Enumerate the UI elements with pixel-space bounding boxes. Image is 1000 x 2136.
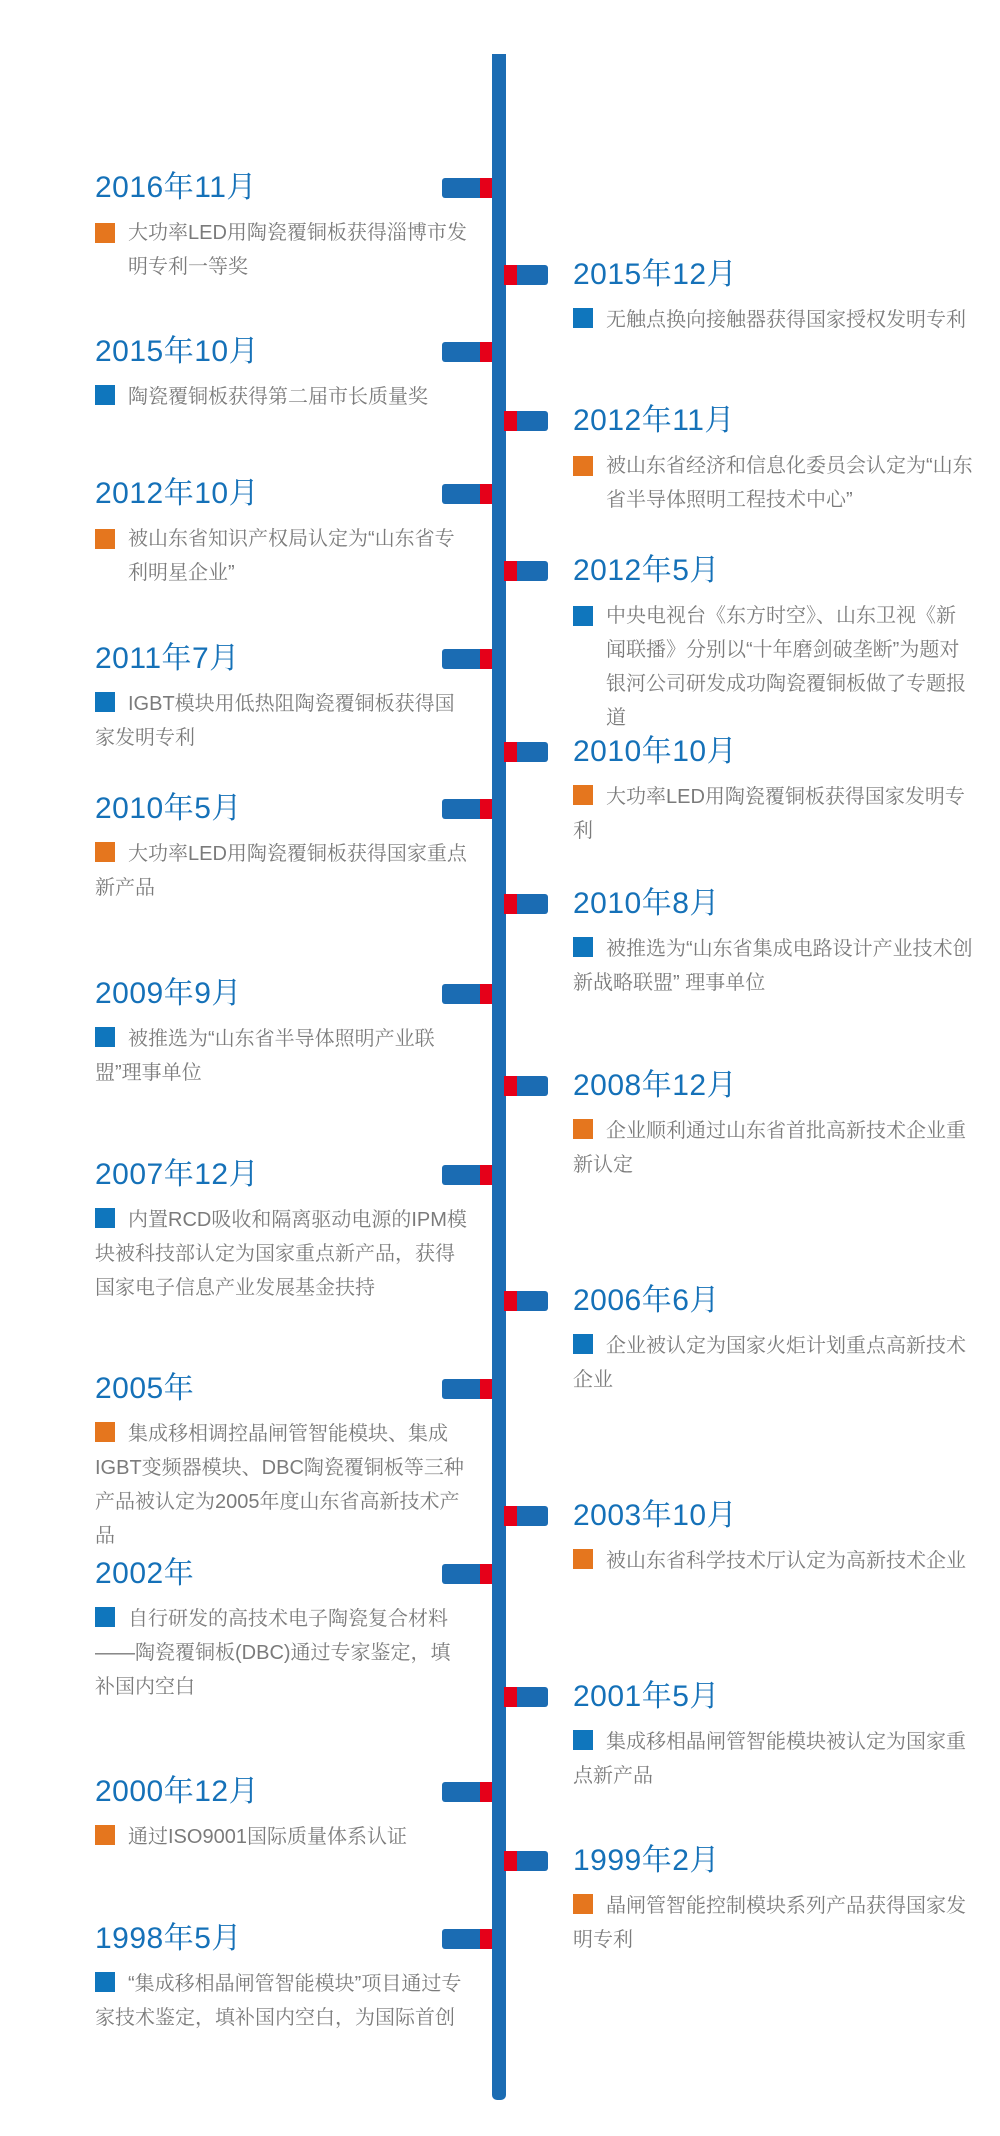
timeline-item [95, 972, 467, 1090]
item-description [95, 1602, 467, 1704]
connector-bar-icon [442, 984, 480, 1004]
item-date: 2010年5月 [95, 792, 242, 825]
item-date: 2008年12月 [573, 1069, 738, 1102]
timeline-item [573, 882, 973, 1000]
connector-red-marker-icon [504, 1851, 517, 1871]
timeline-connector [442, 1564, 492, 1584]
connector-bar-icon [442, 1165, 480, 1185]
item-text: 陶瓷覆铜板获得第二届市长质量奖 [128, 386, 428, 408]
bullet-square-icon [95, 1027, 115, 1047]
bullet-square-icon [95, 223, 115, 243]
bullet-square-icon [95, 1422, 115, 1442]
timeline-item [95, 787, 467, 905]
connector-bar-icon [442, 1929, 480, 1949]
timeline-item [573, 549, 973, 735]
connector-red-marker-icon [504, 1506, 517, 1526]
item-date: 2003年10月 [573, 1499, 738, 1532]
connector-bar-icon [517, 742, 548, 762]
item-text: 集成移相晶闸管智能模块被认定为国家重点新产品 [573, 1731, 966, 1787]
connector-bar-icon [442, 484, 480, 504]
connector-bar-icon [442, 1782, 480, 1802]
item-date: 2012年11月 [573, 404, 735, 437]
connector-bar-icon [517, 1506, 548, 1526]
timeline-item [95, 1917, 467, 2035]
item-description [573, 780, 973, 848]
timeline-connector [504, 1291, 548, 1311]
timeline-item [95, 472, 467, 590]
timeline-connector [442, 1929, 492, 1949]
item-date: 2007年12月 [95, 1158, 260, 1191]
item-date: 1998年5月 [95, 1922, 242, 1955]
timeline-connector [442, 984, 492, 1004]
connector-bar-icon [442, 649, 480, 669]
connector-bar-icon [442, 178, 480, 198]
connector-bar-icon [517, 894, 548, 914]
connector-red-marker-icon [480, 1564, 492, 1584]
item-date: 2000年12月 [95, 1775, 260, 1808]
item-text: 被推选为“山东省半导体照明产业联盟”理事单位 [95, 1028, 435, 1084]
timeline-item [95, 1153, 467, 1305]
item-text: 被山东省科学技术厅认定为高新技术企业 [606, 1550, 966, 1572]
connector-red-marker-icon [504, 894, 517, 914]
connector-bar-icon [517, 561, 548, 581]
item-description [573, 1889, 973, 1957]
item-description [573, 1114, 973, 1182]
bullet-square-icon [573, 456, 593, 476]
item-text: 自行研发的高技术电子陶瓷复合材料——陶瓷覆铜板(DBC)通过专家鉴定，填补国内空白 [95, 1608, 451, 1698]
item-date: 2011年7月 [95, 642, 240, 675]
item-text: 被山东省知识产权局认定为“山东省专利明星企业” [128, 528, 455, 584]
bullet-square-icon [573, 1549, 593, 1569]
item-text: 被推选为“山东省集成电路设计产业技术创新战略联盟” 理事单位 [573, 938, 973, 994]
connector-red-marker-icon [504, 1291, 517, 1311]
connector-bar-icon [517, 1851, 548, 1871]
timeline-connector [442, 649, 492, 669]
item-description [95, 1417, 467, 1553]
bullet-square-icon [573, 785, 593, 805]
item-description [95, 1967, 467, 2035]
item-description [95, 1820, 467, 1854]
item-text: 中央电视台《东方时空》、山东卫视《新闻联播》分别以“十年磨剑破垄断”为题对银河公司研发成功陶瓷覆铜板做了专题报道 [606, 605, 966, 729]
item-text: 被山东省经济和信息化委员会认定为“山东省半导体照明工程技术中心” [606, 455, 973, 511]
timeline-item [573, 1279, 973, 1397]
timeline-connector [504, 894, 548, 914]
timeline-connector [504, 742, 548, 762]
timeline-item [573, 730, 973, 848]
timeline-item [95, 637, 467, 755]
item-description [573, 932, 973, 1000]
connector-red-marker-icon [480, 1379, 492, 1399]
item-date: 2009年9月 [95, 977, 242, 1010]
item-description [573, 599, 973, 735]
connector-red-marker-icon [504, 1687, 517, 1707]
timeline-connector [504, 1506, 548, 1526]
bullet-square-icon [573, 606, 593, 626]
bullet-square-icon [573, 1334, 593, 1354]
connector-red-marker-icon [480, 799, 492, 819]
item-date: 2016年11月 [95, 171, 257, 204]
item-text: 集成移相调控晶闸管智能模块、集成IGBT变频器模块、DBC陶瓷覆铜板等三种产品被认定为2005年度山东省高新技术产品 [95, 1423, 464, 1547]
timeline-item [573, 253, 973, 337]
timeline-item [573, 1839, 973, 1957]
connector-bar-icon [442, 1379, 480, 1399]
connector-bar-icon [442, 799, 480, 819]
connector-red-marker-icon [480, 342, 492, 362]
timeline-item [95, 166, 467, 284]
timeline-connector [442, 484, 492, 504]
connector-bar-icon [517, 1291, 548, 1311]
bullet-square-icon [573, 937, 593, 957]
item-text: 企业顺利通过山东省首批高新技术企业重新认定 [573, 1120, 966, 1176]
bullet-square-icon [573, 1894, 593, 1914]
item-description [573, 449, 973, 517]
timeline-item [573, 1494, 973, 1578]
timeline-connector [504, 411, 548, 431]
item-date: 1999年2月 [573, 1844, 720, 1877]
item-text: 企业被认定为国家火炬计划重点高新技术企业 [573, 1335, 966, 1391]
bullet-square-icon [573, 1119, 593, 1139]
item-description [95, 687, 467, 755]
timeline-connector [504, 1851, 548, 1871]
connector-red-marker-icon [480, 1782, 492, 1802]
timeline-connector [504, 265, 548, 285]
item-text: 内置RCD吸收和隔离驱动电源的IPM模块被科技部认定为国家重点新产品，获得国家电子信息产业发展基金扶持 [95, 1209, 467, 1299]
item-description [573, 1544, 973, 1578]
item-text: 通过ISO9001国际质量体系认证 [128, 1826, 407, 1848]
item-date: 2002年 [95, 1557, 195, 1590]
bullet-square-icon [95, 1972, 115, 1992]
item-description [95, 216, 467, 284]
item-text: “集成移相晶闸管智能模块”项目通过专家技术鉴定，填补国内空白，为国际首创 [95, 1973, 462, 2029]
item-date: 2010年10月 [573, 735, 738, 768]
item-description [573, 1725, 973, 1793]
item-date: 2012年10月 [95, 477, 260, 510]
connector-red-marker-icon [504, 561, 517, 581]
bullet-square-icon [95, 1607, 115, 1627]
timeline-item [573, 1675, 973, 1793]
item-description [573, 303, 973, 337]
connector-red-marker-icon [504, 742, 517, 762]
item-text: IGBT模块用低热阻陶瓷覆铜板获得国家发明专利 [95, 693, 455, 749]
bullet-square-icon [95, 1825, 115, 1845]
timeline-item [95, 1552, 467, 1704]
bullet-square-icon [95, 692, 115, 712]
item-date: 2012年5月 [573, 554, 720, 587]
timeline-connector [504, 1076, 548, 1096]
item-text: 大功率LED用陶瓷覆铜板获得淄博市发明专利一等奖 [128, 222, 467, 278]
connector-red-marker-icon [480, 1165, 492, 1185]
connector-red-marker-icon [480, 178, 492, 198]
bullet-square-icon [573, 308, 593, 328]
item-date: 2001年5月 [573, 1680, 720, 1713]
connector-red-marker-icon [480, 649, 492, 669]
item-date: 2006年6月 [573, 1284, 720, 1317]
timeline-item [573, 1064, 973, 1182]
bullet-square-icon [573, 1730, 593, 1750]
connector-red-marker-icon [480, 484, 492, 504]
timeline-connector [442, 1379, 492, 1399]
item-description [95, 522, 467, 590]
bullet-square-icon [95, 529, 115, 549]
connector-red-marker-icon [504, 265, 517, 285]
item-text: 大功率LED用陶瓷覆铜板获得国家重点新产品 [95, 843, 467, 899]
bullet-square-icon [95, 385, 115, 405]
timeline-item [573, 399, 973, 517]
timeline-item [95, 1367, 467, 1553]
bullet-square-icon [95, 842, 115, 862]
bullet-square-icon [95, 1208, 115, 1228]
timeline-connector [504, 561, 548, 581]
timeline-connector [442, 1165, 492, 1185]
connector-bar-icon [517, 1076, 548, 1096]
item-text: 大功率LED用陶瓷覆铜板获得国家发明专利 [573, 786, 965, 842]
item-date: 2005年 [95, 1372, 195, 1405]
connector-bar-icon [442, 1564, 480, 1584]
item-description [95, 837, 467, 905]
connector-bar-icon [517, 1687, 548, 1707]
item-description [95, 1022, 467, 1090]
item-date: 2015年10月 [95, 335, 260, 368]
connector-red-marker-icon [504, 1076, 517, 1096]
connector-bar-icon [517, 411, 548, 431]
item-description [95, 380, 467, 414]
timeline-item [95, 1770, 467, 1854]
timeline-connector [442, 799, 492, 819]
item-text: 晶闸管智能控制模块系列产品获得国家发明专利 [573, 1895, 966, 1951]
item-date: 2010年8月 [573, 887, 720, 920]
connector-red-marker-icon [480, 984, 492, 1004]
connector-bar-icon [517, 265, 548, 285]
item-text: 无触点换向接触器获得国家授权发明专利 [606, 309, 966, 331]
connector-red-marker-icon [480, 1929, 492, 1949]
timeline-connector [504, 1687, 548, 1707]
timeline-item [95, 330, 467, 414]
item-description [95, 1203, 467, 1305]
connector-bar-icon [442, 342, 480, 362]
timeline-connector [442, 178, 492, 198]
item-date: 2015年12月 [573, 258, 738, 291]
item-description [573, 1329, 973, 1397]
connector-red-marker-icon [504, 411, 517, 431]
timeline-connector [442, 342, 492, 362]
timeline-connector [442, 1782, 492, 1802]
